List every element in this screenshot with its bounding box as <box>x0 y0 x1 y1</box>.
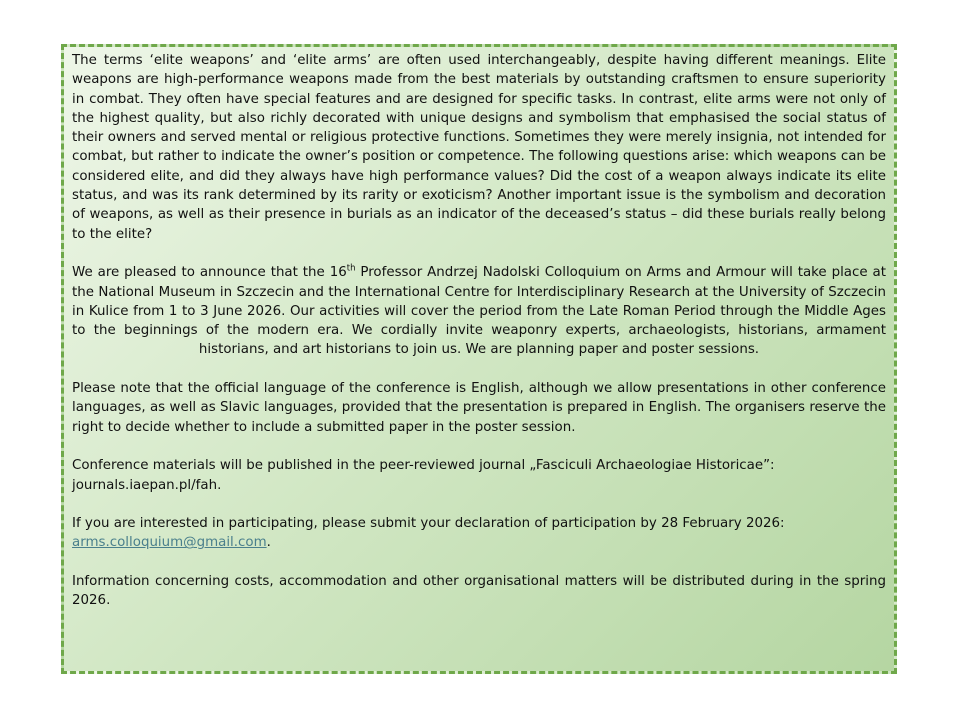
email-link[interactable]: arms.colloquium@gmail.com <box>72 535 267 551</box>
paragraph-participation <box>72 514 886 553</box>
paragraph-elite-weapons: The terms ‘elite weapons’ and ‘elite arms’ are often used interchangeably, despite having different meanings. Elite weapons are high-performance weapons made from the best materials by outstanding craftsmen to ensure superiority in combat. They often have special features and are designed for specific tasks. In contrast, elite arms were not only of the highest quality, but also richly decorated with unique designs and symbolism that emphasised the social status of their owners and served mental or religious protective functions. Sometimes they were merely insignia, not intended for combat, but rather to indicate the owner’s position or competence. The following questions arise: which weapons can be considered elite, and did they always have high performance values? Did the cost of a weapon always indicate its elite status, and was its rank determined by its rarity or exoticism? Another important issue is the symbolism and decoration of weapons, as well as their presence in burials as an indicator of the deceased’s status – did these burials really belong to the elite? <box>72 53 886 242</box>
colloquium-text-rest: Professor Andrzej Nadolski Colloquium on Arms and Armour will take place at the National Museum in Szczecin and the International Centre for Interdisciplinary Research at the University of Szczecin in Kulice from 1 to 3 June 2026. Our activities will cover the period from the Late Roman Period through the Middle Ages to the beginnings of the modern era. We cordially invite weaponry experts, archaeologists, historians, armament historians, and art historians to join us. We are planning paper and poster sessions. <box>72 265 886 358</box>
colloquium-text-start: We are pleased to announce that the 16 <box>72 265 347 281</box>
announcement-text <box>72 51 886 630</box>
journal-url: journals.iaepan.pl/fah. <box>72 477 222 493</box>
announcement-box <box>61 44 897 674</box>
publication-text: Conference materials will be published in the peer-reviewed journal „Fasciculi Archaeologiae Historicae”: <box>72 458 775 474</box>
ordinal-suffix: th <box>346 263 356 274</box>
participation-period: . <box>266 535 271 551</box>
paragraph-language: Please note that the official language of the conference is English, although we allow presentations in other conference languages, as well as Slavic languages, provided that the presentation is prepared in English. The organisers reserve the right to decide whether to include a submitted paper in the poster session. <box>72 381 886 435</box>
participation-text: If you are interested in participating, please submit your declaration of participation by 28 February 2026: <box>72 516 785 532</box>
paragraph-publication <box>72 456 886 495</box>
paragraph-colloquium-announcement <box>72 263 886 359</box>
paragraph-information: Information concerning costs, accommodation and other organisational matters will be distributed during in the spring 2026. <box>72 574 886 609</box>
